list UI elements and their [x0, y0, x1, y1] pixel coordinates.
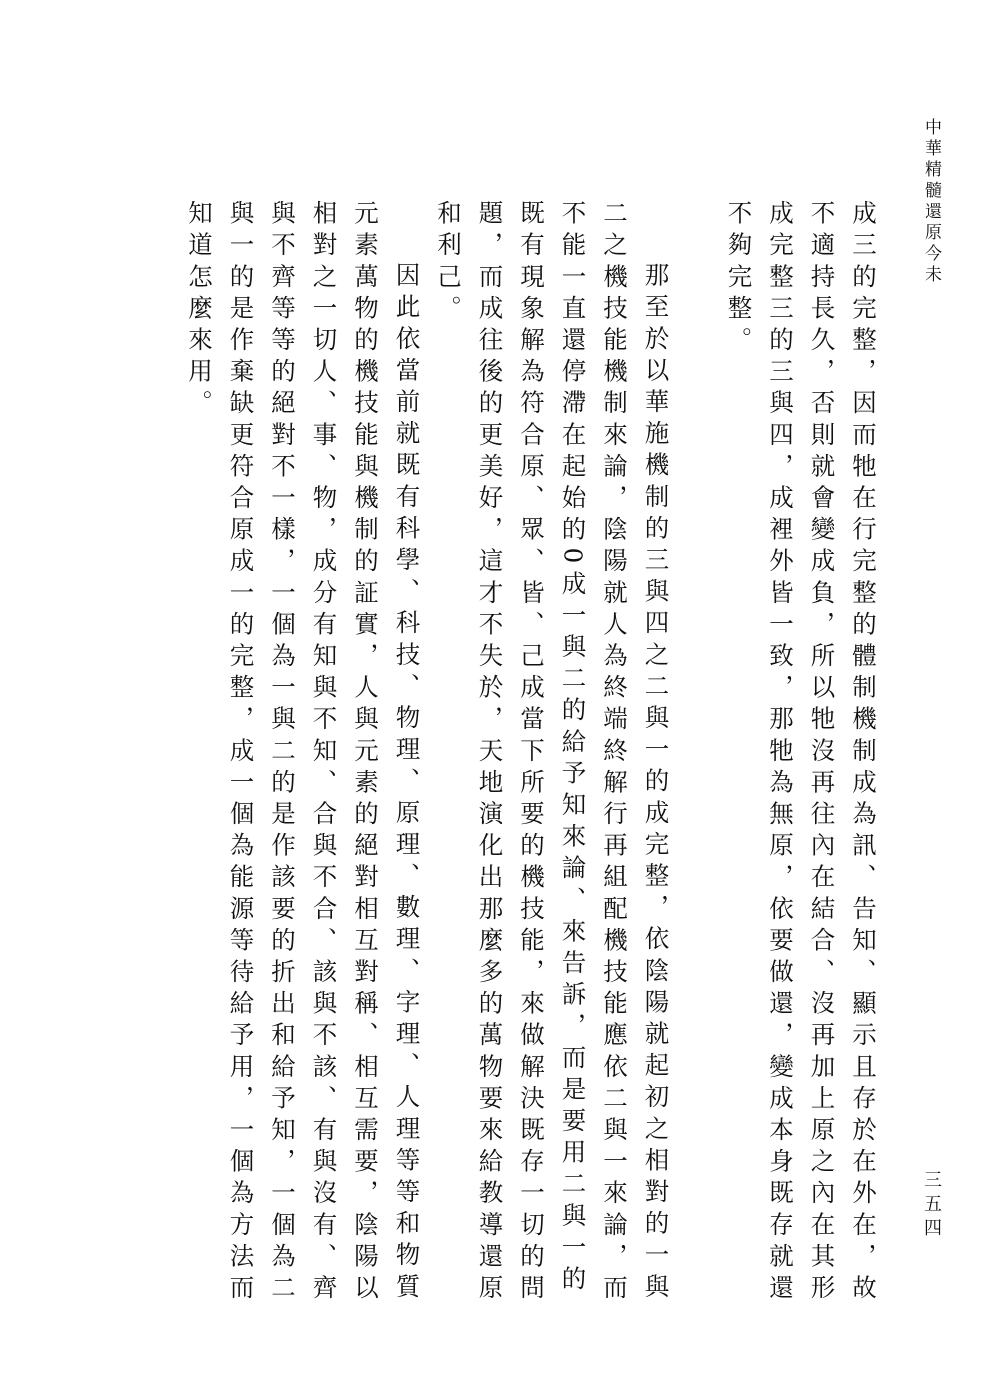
text-column: 與一的是作棄缺更符合原成一的完整，成一個為能源等待給予用，一個為方法而 — [226, 200, 256, 1306]
text-column: 成三的完整，因而牠在行完整的體制機制成為訊、告知、顯示且存於在外在，故 — [849, 200, 878, 1306]
paragraph-gap — [677, 200, 719, 1300]
text-column: 知道怎麼來用。 — [185, 200, 214, 422]
body-text — [179, 200, 885, 1306]
running-title: 中華精髓還原今未 — [921, 118, 941, 286]
text-column: 因此依當前就既有科學、科技、物理、原理、數理、字理、人理等等和物質 — [392, 262, 422, 1305]
text-column: 不夠完整。 — [724, 200, 754, 358]
text-column: 相對之一切人、事、物，成分有知與不知、合與不合、該與不該、有與沒有、齊 — [309, 200, 339, 1306]
text-column: 既有現象解為符合原、眾、皆、己成當下所要的機技能，來做解決既存一切的問 — [517, 200, 546, 1306]
text-column: 不適持長久，否則就會變成負，所以牠沒再往內在結合、沒再加上原之內在其形 — [807, 200, 837, 1306]
text-column: 與不齊等等的絕對不一樣，一個為一與二的是作該要的折出和給予知，一個為二 — [268, 200, 297, 1306]
text-column: 那至於以華施機制的三與四之二與一的成完整，依陰陽就起初之相對的一與 — [641, 262, 671, 1305]
text-column: 不能一直還停滯在起始的0成一與二的給予知來論、來告訴，而是要用二與一的 — [558, 200, 588, 1298]
text-column: 題，而成往後的更美好，這才不失於，天地演化出那麼多的萬物要來給教導還原 — [475, 200, 505, 1306]
page-number: 三五四 — [921, 1170, 942, 1242]
text-column: 成完整三的三與四，成裡外皆一致，那牠為無原，依要做還，變成本身既存就還 — [766, 200, 795, 1306]
text-column: 二之機技能機制來論，陰陽就人為終端終解行再組配機技能應依二與一來論，而 — [600, 200, 629, 1306]
text-column: 和利己。 — [434, 200, 463, 327]
text-column: 元素萬物的機技能與機制的証實，人與元素的絕對相互對稱、相互需要，陰陽以 — [351, 200, 380, 1306]
